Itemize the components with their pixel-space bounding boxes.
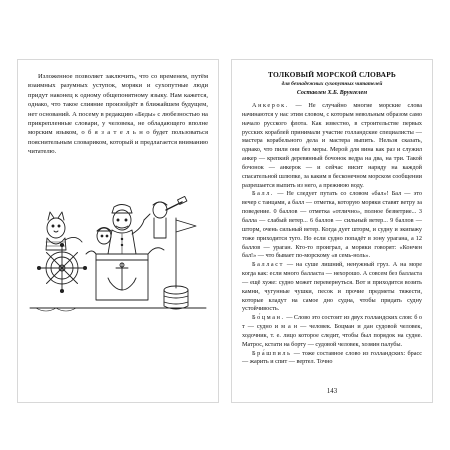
entry-definition: — на суше лишний, ненужный груз. А на море когда как: если много балласта — нехорошо. А совсем без балласта — ещё хуже: судно может перевернуться. Вот и приходится возить камни, чугунные чушки, песок и прочие предметы тяжести, которые кладут на самое дно судна, чтобы придать судну устойчивость. (242, 261, 422, 313)
sailors-on-ship-illustration (26, 158, 210, 318)
entry-definition: — Не случайно многие морские слова начинаются у нас этим словом, с которым невольным образом само начало русского флота. Как известно, в строительстве первых русских кораблей принимали участие голландские специалисты — мастера корабельного дела и мастера выпить. Нельзя сказать, однако, что пили они без меры. Мерой для вина как раз и служил анкер — крепкий деревянный бочонок ведра на два, на три. Такой бочонок — анкерок — и сейчас висит наряду на каждой спасательной шлюпке, за каким в бесконечном морском сообщении разрешается выпить из него, а прежнюю воду. (242, 102, 422, 189)
entry-term: Анкерок. (252, 102, 289, 109)
left-page (18, 60, 218, 402)
closing-paragraph: Изложенное позволяет заключить, что со временем, путём взаимных разумных уступок, моряки и сухопутные люди придут наконец к одному общепонятному языку. Нам кажется, однако, что такое слияние произойдёт в ближайшем будущем, нет оснований. А посему в редакцию «Беды» с любезностью на прикрепленные словари, у человека, не обладающего вполне морским языком, о б я з а т е л ь н о будет пользоваться пояснительным словариком, который и предлагается вниманию читателю. (28, 73, 208, 156)
entry-definition: — Не следует путать со словом «бал»! Бал — это вечер с танцами, а балл — отметка, которую моряки ставят ветру за поведение. 0 баллов — отметка «отлично», полное безветрие... 3 балла — слабый ветер... 6 баллов — сильный ветер... 9 баллов — шторм, очень сильный ветер. Когда дует шторм, и судну и экипажу тоже приходится туго. Но если судно попадёт в зону урагана, а 12 баллов — ураган. Кто-то проиграл, а моряки говорят: «Кончен бал!» — что бывает по-морскому «в семь-ноль». (242, 190, 422, 260)
dictionary-entry (242, 190, 422, 261)
dictionary-entry (242, 261, 422, 314)
dictionary-entry (242, 350, 422, 368)
dictionary-entries (242, 102, 422, 367)
dictionary-entry (242, 314, 422, 349)
entry-term: Балласт (252, 261, 284, 269)
entry-definition: — тоже составное слово из голландских: брасс — жарить и спит — вертел. Точно (242, 349, 422, 366)
dictionary-author: Составлен Х.Б. Врунгелем (296, 90, 368, 96)
dictionary-entry (242, 102, 422, 190)
right-page (232, 60, 432, 402)
entry-term: Балл. (252, 190, 275, 198)
entry-term: Бра́шпиль (252, 349, 292, 357)
dictionary-title: ТОЛКОВЫЙ МОРСКОЙ СЛОВАРЬ (267, 70, 397, 79)
dictionary-subtitle: для безнадежных сухопутных читателей (281, 81, 383, 87)
page-number: 143 (326, 388, 338, 395)
entry-term: Бо́цман. (252, 314, 285, 322)
entry-definition: — Слово это состоит из двух голландских слов: б о т — судно и м а н — человек. Боцман и дан судовой человек, ходочник, т. е. лицо которое следит, чтобы был порядок на судне. Матрос, кстати на борту — судовой человек, хозяин палубы. (242, 314, 422, 348)
